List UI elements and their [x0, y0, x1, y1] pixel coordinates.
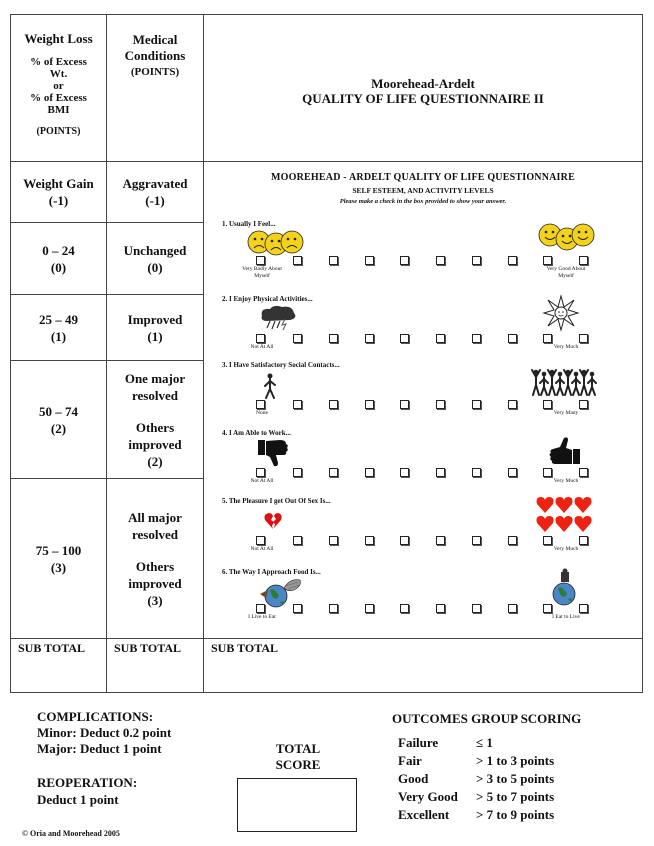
question-2-right-caption: [536, 344, 596, 351]
question-1-checkbox-7[interactable]: [472, 256, 481, 265]
row-label: One major: [124, 370, 186, 386]
caption-line: Very Much: [553, 344, 579, 350]
caption-line: Not At All: [250, 344, 274, 350]
question-4-text: 4. I Am Able to Work...: [222, 429, 291, 437]
total-line: TOTAL: [275, 741, 321, 756]
outcome-value: > 3 to 5 points: [476, 771, 555, 786]
question-5-checkbox-6[interactable]: [436, 536, 445, 545]
total-score-label: [238, 741, 358, 773]
weight-0-24-row: [11, 223, 106, 294]
row-label: improved: [128, 436, 182, 452]
question-5-checkbox-7[interactable]: [472, 536, 481, 545]
outcome-row: [398, 788, 554, 806]
all-major-resolved-row: [107, 479, 203, 638]
header-text: BMI: [47, 104, 70, 116]
question-6-text: 6. The Way I Approach Food Is...: [222, 568, 321, 576]
header-text: % of Excess: [30, 56, 87, 68]
complications-major: Major: Deduct 1 point: [37, 741, 162, 756]
question-4-checkbox-3[interactable]: [329, 468, 338, 477]
weight-50-74-row: [11, 361, 106, 478]
total-line: SCORE: [275, 757, 321, 772]
header-line: Moorehead-Ardelt: [371, 76, 475, 91]
question-2-checkbox-6[interactable]: [436, 334, 445, 343]
complications-title: COMPLICATIONS:: [37, 709, 154, 724]
questionnaire-instruction: Please make a check in the box provided to show your answer.: [339, 198, 507, 205]
weight-25-49-row: [11, 295, 106, 360]
question-4-checkbox-7[interactable]: [472, 468, 481, 477]
row-label: Improved: [127, 311, 183, 327]
broken-heart-icon: [264, 512, 282, 530]
globe-person-icon: [550, 568, 580, 606]
question-2-text: 2. I Enjoy Physical Activities...: [222, 295, 313, 303]
row-points: (3): [147, 592, 163, 608]
question-6-checkbox-8[interactable]: [508, 604, 517, 613]
question-6-checkbox-4[interactable]: [365, 604, 374, 613]
header-text: or: [53, 80, 64, 92]
outcome-label: Fair: [398, 753, 422, 768]
row-points: (2): [147, 453, 163, 469]
question-5-right-caption: [536, 546, 596, 553]
outcome-label: Very Good: [398, 789, 458, 804]
question-5-checkbox-2[interactable]: [293, 536, 302, 545]
outcome-row: [398, 770, 554, 788]
hearts-icon: [536, 496, 594, 534]
question-2-left-caption: [232, 344, 292, 351]
question-4-checkbox-1[interactable]: [256, 468, 265, 477]
question-4-checkbox-6[interactable]: [436, 468, 445, 477]
outcomes-title: OUTCOMES GROUP SCORING: [392, 711, 582, 726]
question-1-checkbox-9[interactable]: [543, 256, 552, 265]
caption-line: None: [256, 410, 268, 416]
row-label: All major: [128, 509, 182, 525]
outcome-label: Excellent: [398, 807, 450, 822]
points-label: (POINTS): [36, 126, 81, 137]
question-5-checkbox-10[interactable]: [579, 536, 588, 545]
row-label: 50 – 74: [39, 403, 78, 419]
question-3-checkbox-9[interactable]: [543, 400, 552, 409]
question-1-checkbox-4[interactable]: [365, 256, 374, 265]
caption-line: Very Good About: [546, 266, 586, 272]
happy-faces-icon: [538, 222, 596, 254]
question-3-right-caption: [536, 410, 596, 417]
unchanged-row: [107, 223, 203, 294]
question-1-text: 1. Usually I Feel...: [222, 220, 276, 228]
question-4-checkbox-2[interactable]: [293, 468, 302, 477]
question-3-checkbox-3[interactable]: [329, 400, 338, 409]
outcome-row: [398, 752, 554, 770]
complications-minor: Minor: Deduct 0.2 point: [37, 725, 172, 740]
row-label: Others: [135, 419, 175, 435]
caption-line: Not At All: [250, 546, 274, 552]
improved-row: [107, 295, 203, 360]
crowd-icon: [532, 366, 598, 396]
question-2-checkbox-9[interactable]: [543, 334, 552, 343]
question-2-checkbox-8[interactable]: [508, 334, 517, 343]
caption-line: Very Much: [553, 478, 579, 484]
outcome-row: [398, 806, 554, 824]
question-6-checkbox-3[interactable]: [329, 604, 338, 613]
reoperation-block: [37, 774, 137, 808]
header-text: % of Excess: [30, 92, 87, 104]
question-3-checkbox-8[interactable]: [508, 400, 517, 409]
outcome-value: > 7 to 9 points: [476, 807, 555, 822]
header-text: Wt.: [49, 68, 68, 80]
question-3-checkbox-4[interactable]: [365, 400, 374, 409]
caption-line: Myself: [254, 273, 270, 279]
caption-line: Very Badly About: [242, 266, 282, 272]
header-text: Medical: [132, 32, 178, 47]
row-label: Others: [135, 558, 175, 574]
question-2-checkbox-1[interactable]: [256, 334, 265, 343]
question-1-checkbox-10[interactable]: [579, 256, 588, 265]
question-5-left-caption: [232, 546, 292, 553]
question-1-checkbox-5[interactable]: [400, 256, 409, 265]
total-score-box[interactable]: [237, 778, 357, 832]
question-6-checkbox-10[interactable]: [579, 604, 588, 613]
questionnaire-subtitle: SELF ESTEEM, AND ACTIVITY LEVELS: [352, 186, 494, 195]
question-3-checkbox-5[interactable]: [400, 400, 409, 409]
question-5-checkbox-8[interactable]: [508, 536, 517, 545]
question-1-left-caption: [232, 266, 292, 280]
subtotal-questionnaire: SUB TOTAL: [211, 641, 279, 655]
outcome-label: Good: [398, 771, 429, 786]
question-2-checkbox-5[interactable]: [400, 334, 409, 343]
outcome-value: > 5 to 7 points: [476, 789, 555, 804]
storm-cloud-icon: [258, 304, 298, 330]
row-points: (0): [50, 259, 67, 275]
header-line: QUALITY OF LIFE QUESTIONNAIRE II: [302, 91, 544, 106]
question-6-left-caption: [232, 614, 292, 621]
caption-line: Myself: [558, 273, 574, 279]
question-4-checkbox-10[interactable]: [579, 468, 588, 477]
question-1-checkbox-3[interactable]: [329, 256, 338, 265]
question-3-checkbox-7[interactable]: [472, 400, 481, 409]
questionnaire-title: MOOREHEAD - ARDELT QUALITY OF LIFE QUESTIONNAIRE: [271, 172, 575, 183]
question-4-right-caption: [536, 478, 596, 485]
reoperation-title: REOPERATION:: [37, 775, 138, 790]
question-5-checkbox-3[interactable]: [329, 536, 338, 545]
weight-loss-header: [11, 32, 106, 138]
row-label: improved: [128, 575, 182, 591]
row-label: 75 – 100: [35, 542, 82, 558]
caption-line: I Eat to Live: [552, 614, 580, 620]
medical-conditions-header: [107, 32, 203, 80]
outcome-value: > 1 to 3 points: [476, 753, 555, 768]
row-points: (0): [147, 259, 163, 275]
row-label: 25 – 49: [39, 311, 78, 327]
caption-line: Very Many: [553, 410, 579, 416]
question-5-checkbox-5[interactable]: [400, 536, 409, 545]
row-label: resolved: [132, 387, 178, 403]
weight-gain-row: [11, 162, 106, 222]
question-2-checkbox-3[interactable]: [329, 334, 338, 343]
row-points: (1): [50, 328, 67, 344]
question-3-checkbox-2[interactable]: [293, 400, 302, 409]
question-3-checkbox-1[interactable]: [256, 400, 265, 409]
complications-block: [37, 709, 171, 757]
question-3-checkbox-6[interactable]: [436, 400, 445, 409]
question-3-text: 3. I Have Satisfactory Social Contacts...: [222, 361, 340, 369]
row-points: (3): [50, 559, 67, 575]
question-6-checkbox-5[interactable]: [400, 604, 409, 613]
row-points: (-1): [145, 193, 165, 208]
globe-food-icon: [258, 576, 304, 608]
row-label: Aggravated: [122, 176, 188, 191]
aggravated-row: [107, 162, 203, 222]
subtotal-medical-conditions: SUB TOTAL: [114, 641, 182, 655]
points-label: (POINTS): [130, 66, 180, 78]
question-3-left-caption: [232, 410, 292, 417]
row-points: (-1): [48, 193, 69, 208]
question-2-checkbox-4[interactable]: [365, 334, 374, 343]
question-1-right-caption: [536, 266, 596, 280]
caption-line: I Live to Eat: [248, 614, 276, 620]
subtotal-weight-loss: SUB TOTAL: [18, 641, 86, 655]
reoperation-text: Deduct 1 point: [37, 792, 119, 807]
row-points: (1): [147, 328, 163, 344]
question-2-checkbox-7[interactable]: [472, 334, 481, 343]
row-points: (2): [50, 420, 67, 436]
caption-line: Not At All: [250, 478, 274, 484]
header-text: Conditions: [124, 48, 186, 63]
question-2-checkbox-2[interactable]: [293, 334, 302, 343]
outcome-row: [398, 734, 554, 752]
question-3-checkbox-10[interactable]: [579, 400, 588, 409]
question-4-checkbox-4[interactable]: [365, 468, 374, 477]
question-6-checkbox-7[interactable]: [472, 604, 481, 613]
question-4-checkbox-9[interactable]: [543, 468, 552, 477]
thumbs-up-icon: [548, 437, 580, 467]
question-4-checkbox-8[interactable]: [508, 468, 517, 477]
outcomes-table: [398, 734, 554, 824]
lone-person-icon: [264, 373, 276, 399]
question-5-checkbox-9[interactable]: [543, 536, 552, 545]
row-label: Weight Gain: [23, 176, 94, 191]
question-1-checkbox-6[interactable]: [436, 256, 445, 265]
question-2-checkbox-10[interactable]: [579, 334, 588, 343]
copyright: © Oria and Moorehead 2005: [22, 829, 120, 838]
sad-faces-icon: [246, 228, 306, 260]
questionnaire-header: [204, 76, 642, 106]
question-4-checkbox-5[interactable]: [400, 468, 409, 477]
weight-75-100-row: [11, 479, 106, 638]
question-6-right-caption: [536, 614, 596, 621]
question-4-left-caption: [232, 478, 292, 485]
question-1-checkbox-8[interactable]: [508, 256, 517, 265]
question-5-checkbox-1[interactable]: [256, 536, 265, 545]
outcome-label: Failure: [398, 735, 439, 750]
question-5-text: 5. The Pleasure I get Out Of Sex Is...: [222, 497, 331, 505]
row-label: 0 – 24: [42, 242, 75, 258]
thumbs-down-icon: [258, 438, 290, 468]
question-5-checkbox-4[interactable]: [365, 536, 374, 545]
row-label: Unchanged: [123, 242, 187, 258]
one-major-resolved-row: [107, 361, 203, 478]
row-label: resolved: [132, 526, 178, 542]
sun-icon: [544, 296, 578, 330]
weight-loss-title: Weight Loss: [24, 31, 93, 46]
caption-line: Very Much: [553, 546, 579, 552]
question-6-checkbox-6[interactable]: [436, 604, 445, 613]
outcome-value: ≤ 1: [476, 735, 493, 750]
